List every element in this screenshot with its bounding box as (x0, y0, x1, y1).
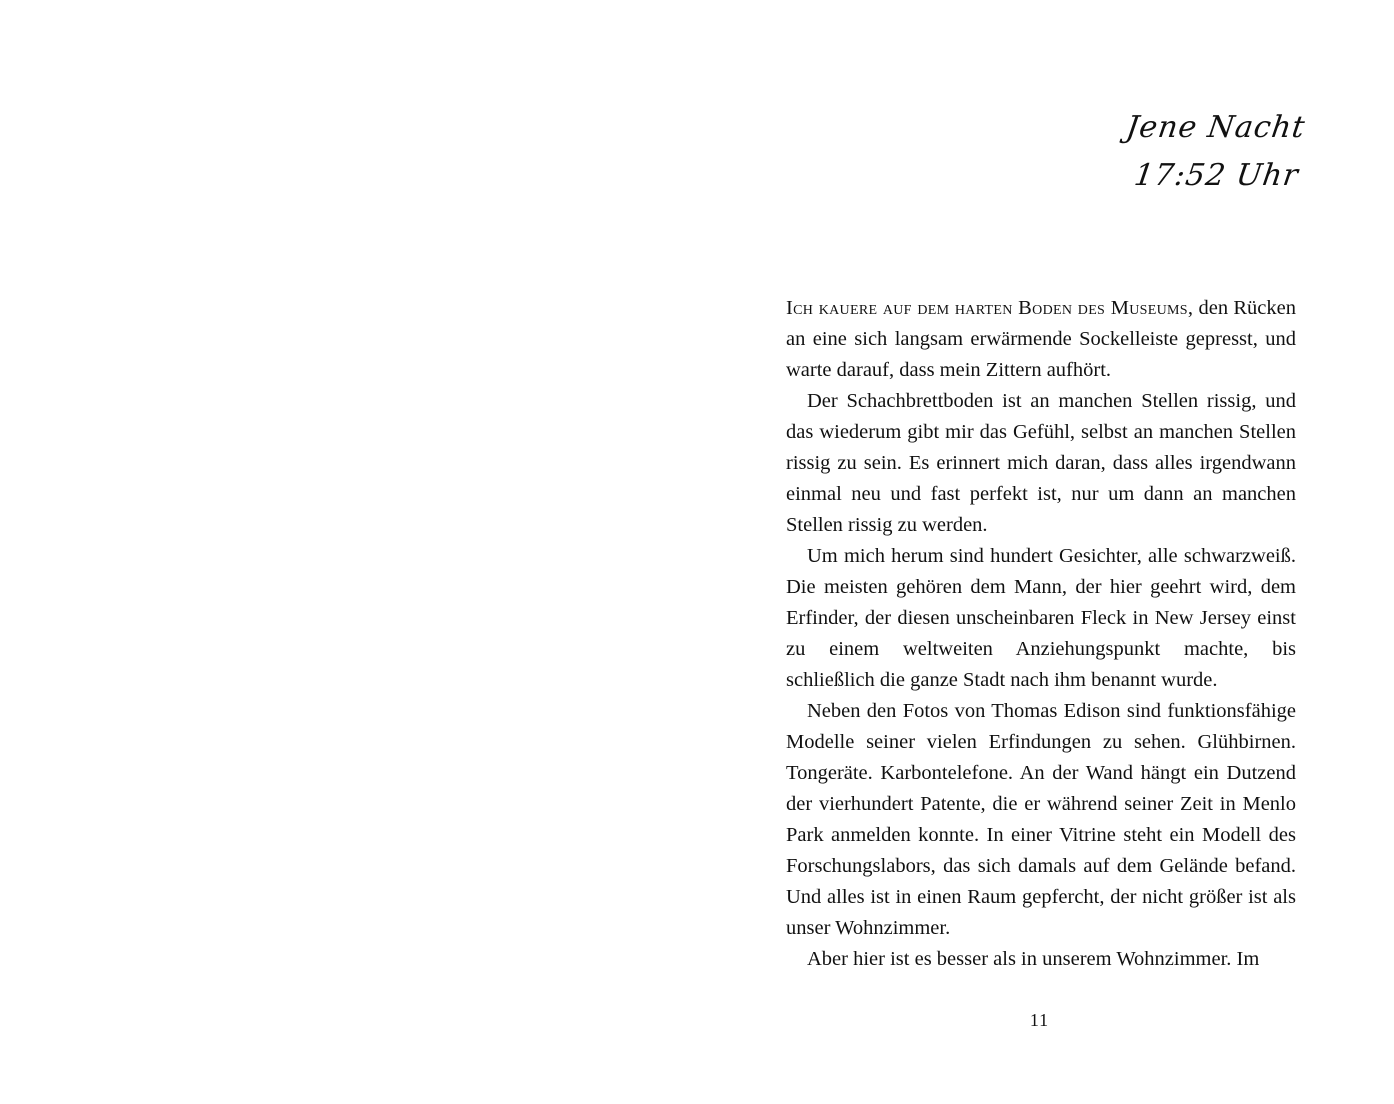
chapter-heading (1117, 104, 1309, 200)
chapter-heading-line-2: 17:52 Uhr (1132, 158, 1302, 193)
page-number-value: 11 (1029, 1010, 1050, 1030)
chapter-heading-line-1: Jene Nacht (1124, 110, 1308, 145)
paragraph-1 (786, 293, 1296, 386)
page-number (697, 1010, 1394, 1031)
paragraph-4: Neben den Fotos von Thomas Edison sind funktionsfähige Modelle seiner vielen Erfindungen zu sehen. Glühbirnen. Tongeräte. Karbontelefone. An der Wand hängt ein Dutzend der vierhundert Patente, die er während seiner Zeit in Menlo Park anmelden konnte. In einer Vitrine steht ein Modell des Forschungslabors, das sich damals auf dem Gelände befand. Und alles ist in einen Raum gepfercht, der nicht größer ist als unser Wohnzimmer. (786, 700, 1296, 939)
paragraph-5: Aber hier ist es besser als in unserem Wohnzimmer. Im (807, 948, 1260, 970)
paragraph-1-lead: Ich kauere auf dem harten Boden des Museums, (786, 297, 1194, 319)
paragraph-2: Der Schachbrettboden ist an manchen Stellen rissig, und das wiederum gibt mir das Gefühl, selbst an manchen Stellen rissig zu sein. Es erinnert mich daran, dass alles irgendwann einmal neu und fast perfekt ist, nur um dann an manchen Stellen rissig zu werden. (786, 390, 1296, 536)
paragraph-1-text: den Rücken an eine sich langsam erwärmende Sockelleiste gepresst, und warte darauf, dass mein Zittern aufhört. (786, 297, 1296, 381)
body-text (786, 293, 1296, 975)
paragraph-3: Um mich herum sind hundert Gesichter, alle schwarzweiß. Die meisten gehören dem Mann, der hier geehrt wird, dem Erfinder, der diesen unscheinbaren Fleck in New Jersey einst zu einem weltweiten Anziehungspunkt machte, bis schließlich die ganze Stadt nach ihm benannt wurde. (786, 545, 1296, 691)
right-page (697, 0, 1394, 1104)
